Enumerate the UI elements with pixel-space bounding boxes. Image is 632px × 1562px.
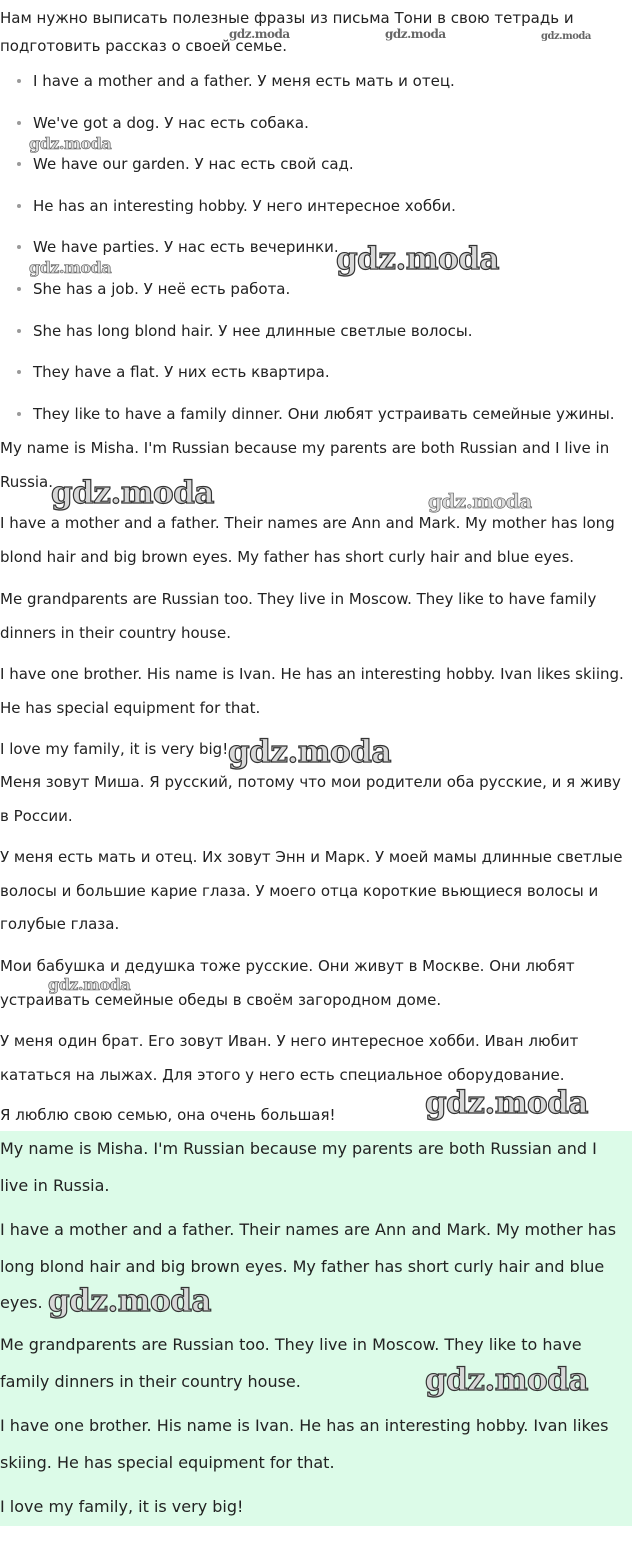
watermark-logo: gdz.moda <box>229 27 290 41</box>
answer-paragraph: My name is Misha. I'm Russian because my parents are both Russian and I live in Russia. <box>0 1139 597 1195</box>
watermark-logo: gdz.moda <box>48 1283 211 1319</box>
list-item <box>0 147 632 189</box>
bullet-icon <box>17 412 21 416</box>
phrase-text: She has a job. У неё есть работа. <box>33 279 291 298</box>
watermark-logo: gdz.moda <box>541 31 591 42</box>
watermark-logo: gdz.moda <box>425 1362 588 1398</box>
story-ru-paragraph: Я люблю свою семью, она очень большая! <box>0 1106 336 1124</box>
phrase-text: They like to have a family dinner. Они любят устраивать семейные ужины. <box>33 404 615 423</box>
story-ru-paragraph: Мои бабушка и дедушка тоже русские. Они живут в Москве. Они любят устраивать семейные обеды в своём загородном доме. <box>0 957 575 1009</box>
watermark-logo: gdz.moda <box>336 241 499 277</box>
list-item <box>0 189 632 231</box>
bullet-icon <box>17 162 21 166</box>
phrase-text: We have parties. У нас есть вечеринки. <box>33 238 339 257</box>
watermark-logo: gdz.moda <box>29 258 112 277</box>
bullet-icon <box>17 79 21 83</box>
answer-paragraph: Me grandparents are Russian too. They live in Moscow. They like to have family dinners in their country house. <box>0 1335 582 1391</box>
answer-paragraph: I have a mother and a father. Their names are Ann and Mark. My mother has long blond hair and big brown eyes. My father has short curly hair and blue eyes. <box>0 1220 617 1312</box>
story-ru-paragraph: У меня есть мать и отец. Их зовут Энн и Марк. У моей мамы длинные светлые волосы и большие карие глаза. У моего отца короткие вьющиеся волосы и голубые глаза. <box>0 848 623 933</box>
bullet-icon <box>17 287 21 291</box>
story-ru-paragraph: У меня один брат. Его зовут Иван. У него интересное хобби. Иван любит кататься на лыжах. Для этого у него есть специальное оборудование. <box>0 1032 579 1084</box>
watermark-logo: gdz.moda <box>48 975 131 994</box>
bullet-icon <box>17 245 21 249</box>
useful-phrases-list <box>0 64 632 438</box>
bullet-icon <box>17 370 21 374</box>
answer-paragraph: I have one brother. His name is Ivan. He has an interesting hobby. Ivan likes skiing. He has special equipment for that. <box>0 1416 609 1472</box>
phrase-text: He has an interesting hobby. У него интересное хобби. <box>33 196 456 215</box>
watermark-logo: gdz.moda <box>51 475 214 511</box>
watermark-logo: gdz.moda <box>428 489 532 513</box>
phrase-text: We have our garden. У нас есть свой сад. <box>33 155 354 174</box>
story-en-paragraph: I have a mother and a father. Their names are Ann and Mark. My mother has long blond hair and big brown eyes. My father has short curly hair and blue eyes. <box>0 514 615 566</box>
watermark-logo: gdz.moda <box>228 734 391 770</box>
answer-highlight-box <box>0 1131 632 1526</box>
bullet-icon <box>17 204 21 208</box>
story-en-paragraph: I love my family, it is very big! <box>0 740 229 758</box>
phrase-text: I have a mother and a father. У меня есть мать и отец. <box>33 72 455 90</box>
watermark-logo: gdz.moda <box>425 1085 588 1121</box>
list-item <box>0 314 632 356</box>
watermark-logo: gdz.moda <box>385 27 446 41</box>
phrase-text: We've got a dog. У нас есть собака. <box>33 113 309 132</box>
story-ru-paragraph: Меня зовут Миша. Я русский, потому что мои родители оба русские, и я живу в России. <box>0 773 621 825</box>
phrase-text: They have a flat. У них есть квартира. <box>33 363 330 382</box>
list-item <box>0 64 632 106</box>
watermark-logo: gdz.moda <box>29 134 112 153</box>
answer-paragraph: I love my family, it is very big! <box>0 1497 244 1516</box>
bullet-icon <box>17 329 21 333</box>
list-item <box>0 355 632 397</box>
story-en-paragraph: Me grandparents are Russian too. They live in Moscow. They like to have family dinners in their country house. <box>0 590 597 642</box>
story-en-paragraph: I have one brother. His name is Ivan. He has an interesting hobby. Ivan likes skiing. He has special equipment for that. <box>0 665 624 717</box>
intro-text: Нам нужно выписать полезные фразы из письма Тони в свою тетрадь и подготовить рассказ о своей семье. <box>0 9 574 55</box>
list-item <box>0 272 632 314</box>
bullet-icon <box>17 121 21 125</box>
story-en-paragraph: My name is Misha. I'm Russian because my parents are both Russian and I live in Russia. <box>0 439 610 491</box>
phrase-text: She has long blond hair. У нее длинные светлые волосы. <box>33 321 473 340</box>
